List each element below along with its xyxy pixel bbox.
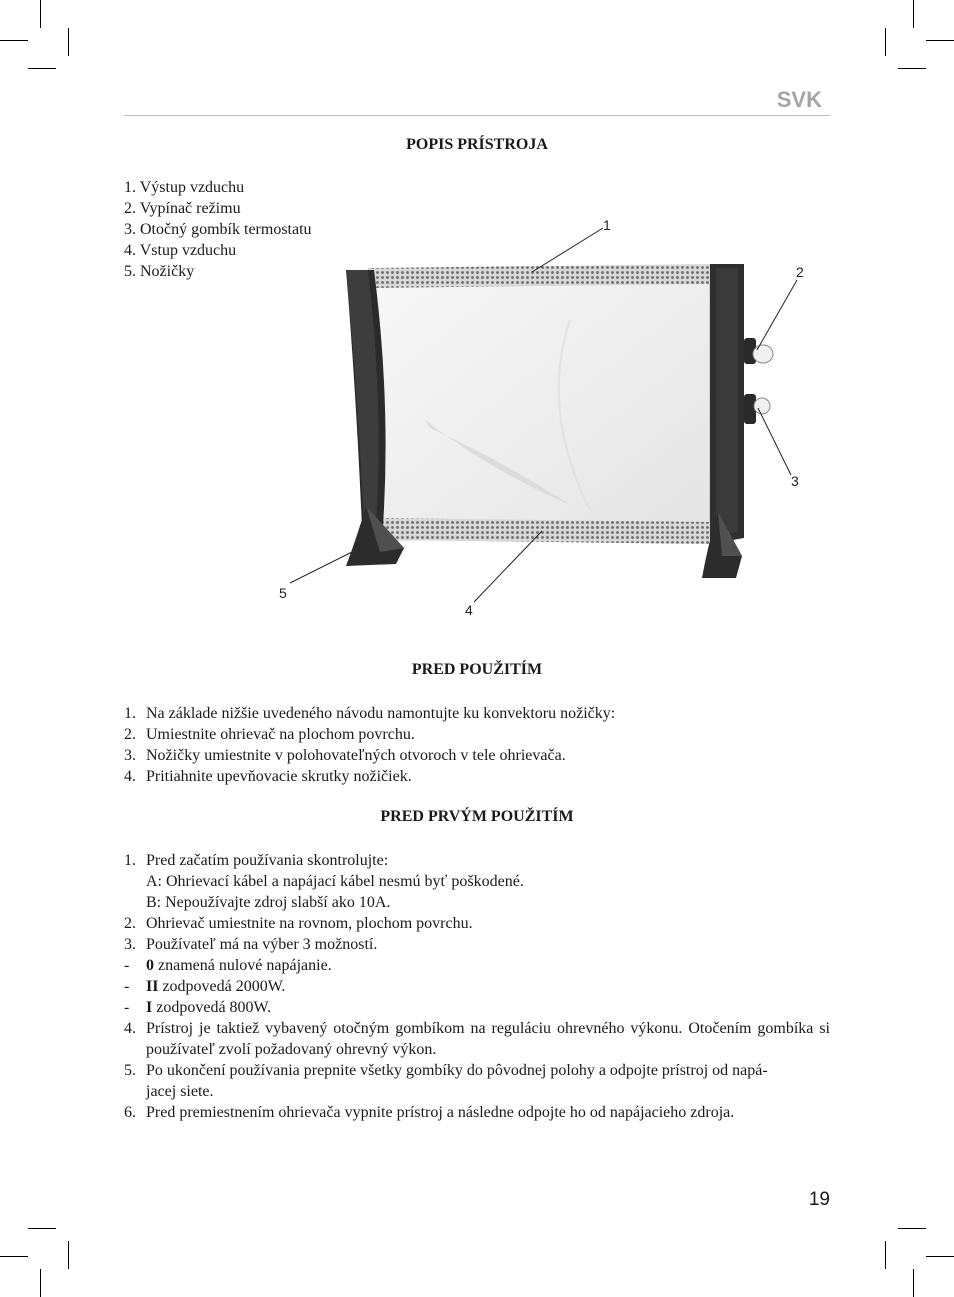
item-number: 3. — [124, 936, 136, 953]
parts-list-item: 5. Nožičky — [124, 263, 195, 280]
heater-drawing — [270, 210, 830, 620]
crop-mark — [898, 1228, 926, 1229]
option-item — [124, 997, 830, 1018]
list-item — [124, 703, 830, 724]
item-text: Ohrievač umiestnite na rovnom, plochom povrchu. — [146, 915, 473, 932]
item-text: zodpovedá 2000W. — [158, 978, 286, 995]
list-item — [124, 724, 830, 745]
item-dash: - — [124, 999, 130, 1016]
section-title-description: POPIS PRÍSTROJA — [406, 136, 548, 153]
crop-mark — [926, 1256, 954, 1257]
list-item — [124, 850, 830, 913]
parts-list-item: 3. Otočný gombík termostatu — [124, 221, 312, 238]
item-text: Na základe nižšie uvedeného návodu namontujte ku konvektoru nožičky: — [146, 705, 616, 722]
before-use-list — [124, 703, 830, 787]
item-number: 3. — [124, 747, 136, 764]
list-item — [124, 913, 830, 934]
item-text: zodpovedá 800W. — [152, 999, 272, 1016]
crop-mark — [68, 28, 69, 56]
option-value: II — [146, 978, 159, 995]
item-text-continued: jacej siete. — [146, 1083, 214, 1100]
option-value: I — [146, 999, 153, 1016]
item-number: 2. — [124, 915, 136, 932]
callout-label: 3 — [791, 473, 799, 489]
item-text: Pred začatím používania skontrolujte: — [146, 852, 389, 869]
crop-mark — [40, 0, 41, 28]
callout-label: 5 — [279, 585, 287, 601]
item-dash: - — [124, 978, 130, 995]
language-code: SVK — [776, 87, 822, 112]
callout-label: 2 — [796, 264, 804, 280]
callout-label: 1 — [603, 217, 611, 233]
crop-mark — [0, 1256, 28, 1257]
item-subtext: B: Nepoužívajte zdroj slabší ako 10A. — [146, 894, 391, 911]
crop-mark — [926, 40, 954, 41]
item-text: Pred premiestnením ohrievača vypnite prístroj a následne odpojte ho od napájacieho zdroja. — [146, 1104, 735, 1121]
item-text: Prístroj je taktiež vybavený otočným gombíkom na reguláciu ohrevného výkonu. Otočením gombíka si používateľ zvolí požadovaný ohrevný výkon. — [146, 1020, 830, 1058]
parts-list-item: 4. Vstup vzduchu — [124, 242, 237, 259]
item-number: 4. — [124, 768, 136, 785]
item-text: Umiestnite ohrievač na plochom povrchu. — [146, 726, 415, 743]
callout-label: 4 — [465, 602, 473, 618]
crop-mark — [40, 1269, 41, 1297]
crop-mark — [913, 1269, 914, 1297]
option-item — [124, 955, 830, 976]
item-number: 4. — [124, 1020, 136, 1037]
list-item — [124, 766, 830, 787]
crop-mark — [0, 40, 28, 41]
section-title-before-use: PRED POUŽITÍM — [411, 661, 543, 678]
item-text: Pritiahnite upevňovacie skrutky nožičiek. — [146, 768, 412, 785]
list-item — [124, 1060, 830, 1102]
parts-list-item: 1. Výstup vzduchu — [124, 179, 245, 196]
crop-mark — [28, 68, 56, 69]
header-rule — [124, 115, 830, 116]
section-title-first-use: PRED PRVÝM POUŽITÍM — [380, 808, 574, 825]
item-text: Po ukončení používania prepnite všetky gombíky do pôvodnej polohy a odpojte prístroj od napá- — [146, 1062, 768, 1079]
crop-mark — [885, 28, 886, 56]
option-value: 0 — [146, 957, 154, 974]
first-use-list — [124, 850, 830, 1123]
page-number: 19 — [808, 1189, 830, 1210]
crop-mark — [898, 68, 926, 69]
heater-illustration — [270, 210, 830, 620]
item-number: 1. — [124, 852, 136, 869]
crop-mark — [68, 1241, 69, 1269]
item-number: 2. — [124, 726, 136, 743]
option-item — [124, 976, 830, 997]
item-number: 6. — [124, 1104, 136, 1121]
item-text: znamená nulové napájanie. — [154, 957, 332, 974]
item-subtext: A: Ohrievací kábel a napájací kábel nesmú byť poškodené. — [146, 873, 524, 890]
crop-mark — [885, 1241, 886, 1269]
crop-mark — [28, 1228, 56, 1229]
list-item — [124, 934, 830, 955]
item-text: Nožičky umiestnite v polohovateľných otvoroch v tele ohrievača. — [146, 747, 566, 764]
item-number: 5. — [124, 1062, 136, 1079]
item-text: Používateľ má na výber 3 možností. — [146, 936, 378, 953]
list-item — [124, 1018, 830, 1060]
list-item — [124, 1102, 830, 1123]
crop-mark — [913, 0, 914, 28]
list-item — [124, 745, 830, 766]
item-dash: - — [124, 957, 130, 974]
item-number: 1. — [124, 705, 136, 722]
parts-list-item: 2. Vypínač režimu — [124, 200, 241, 217]
